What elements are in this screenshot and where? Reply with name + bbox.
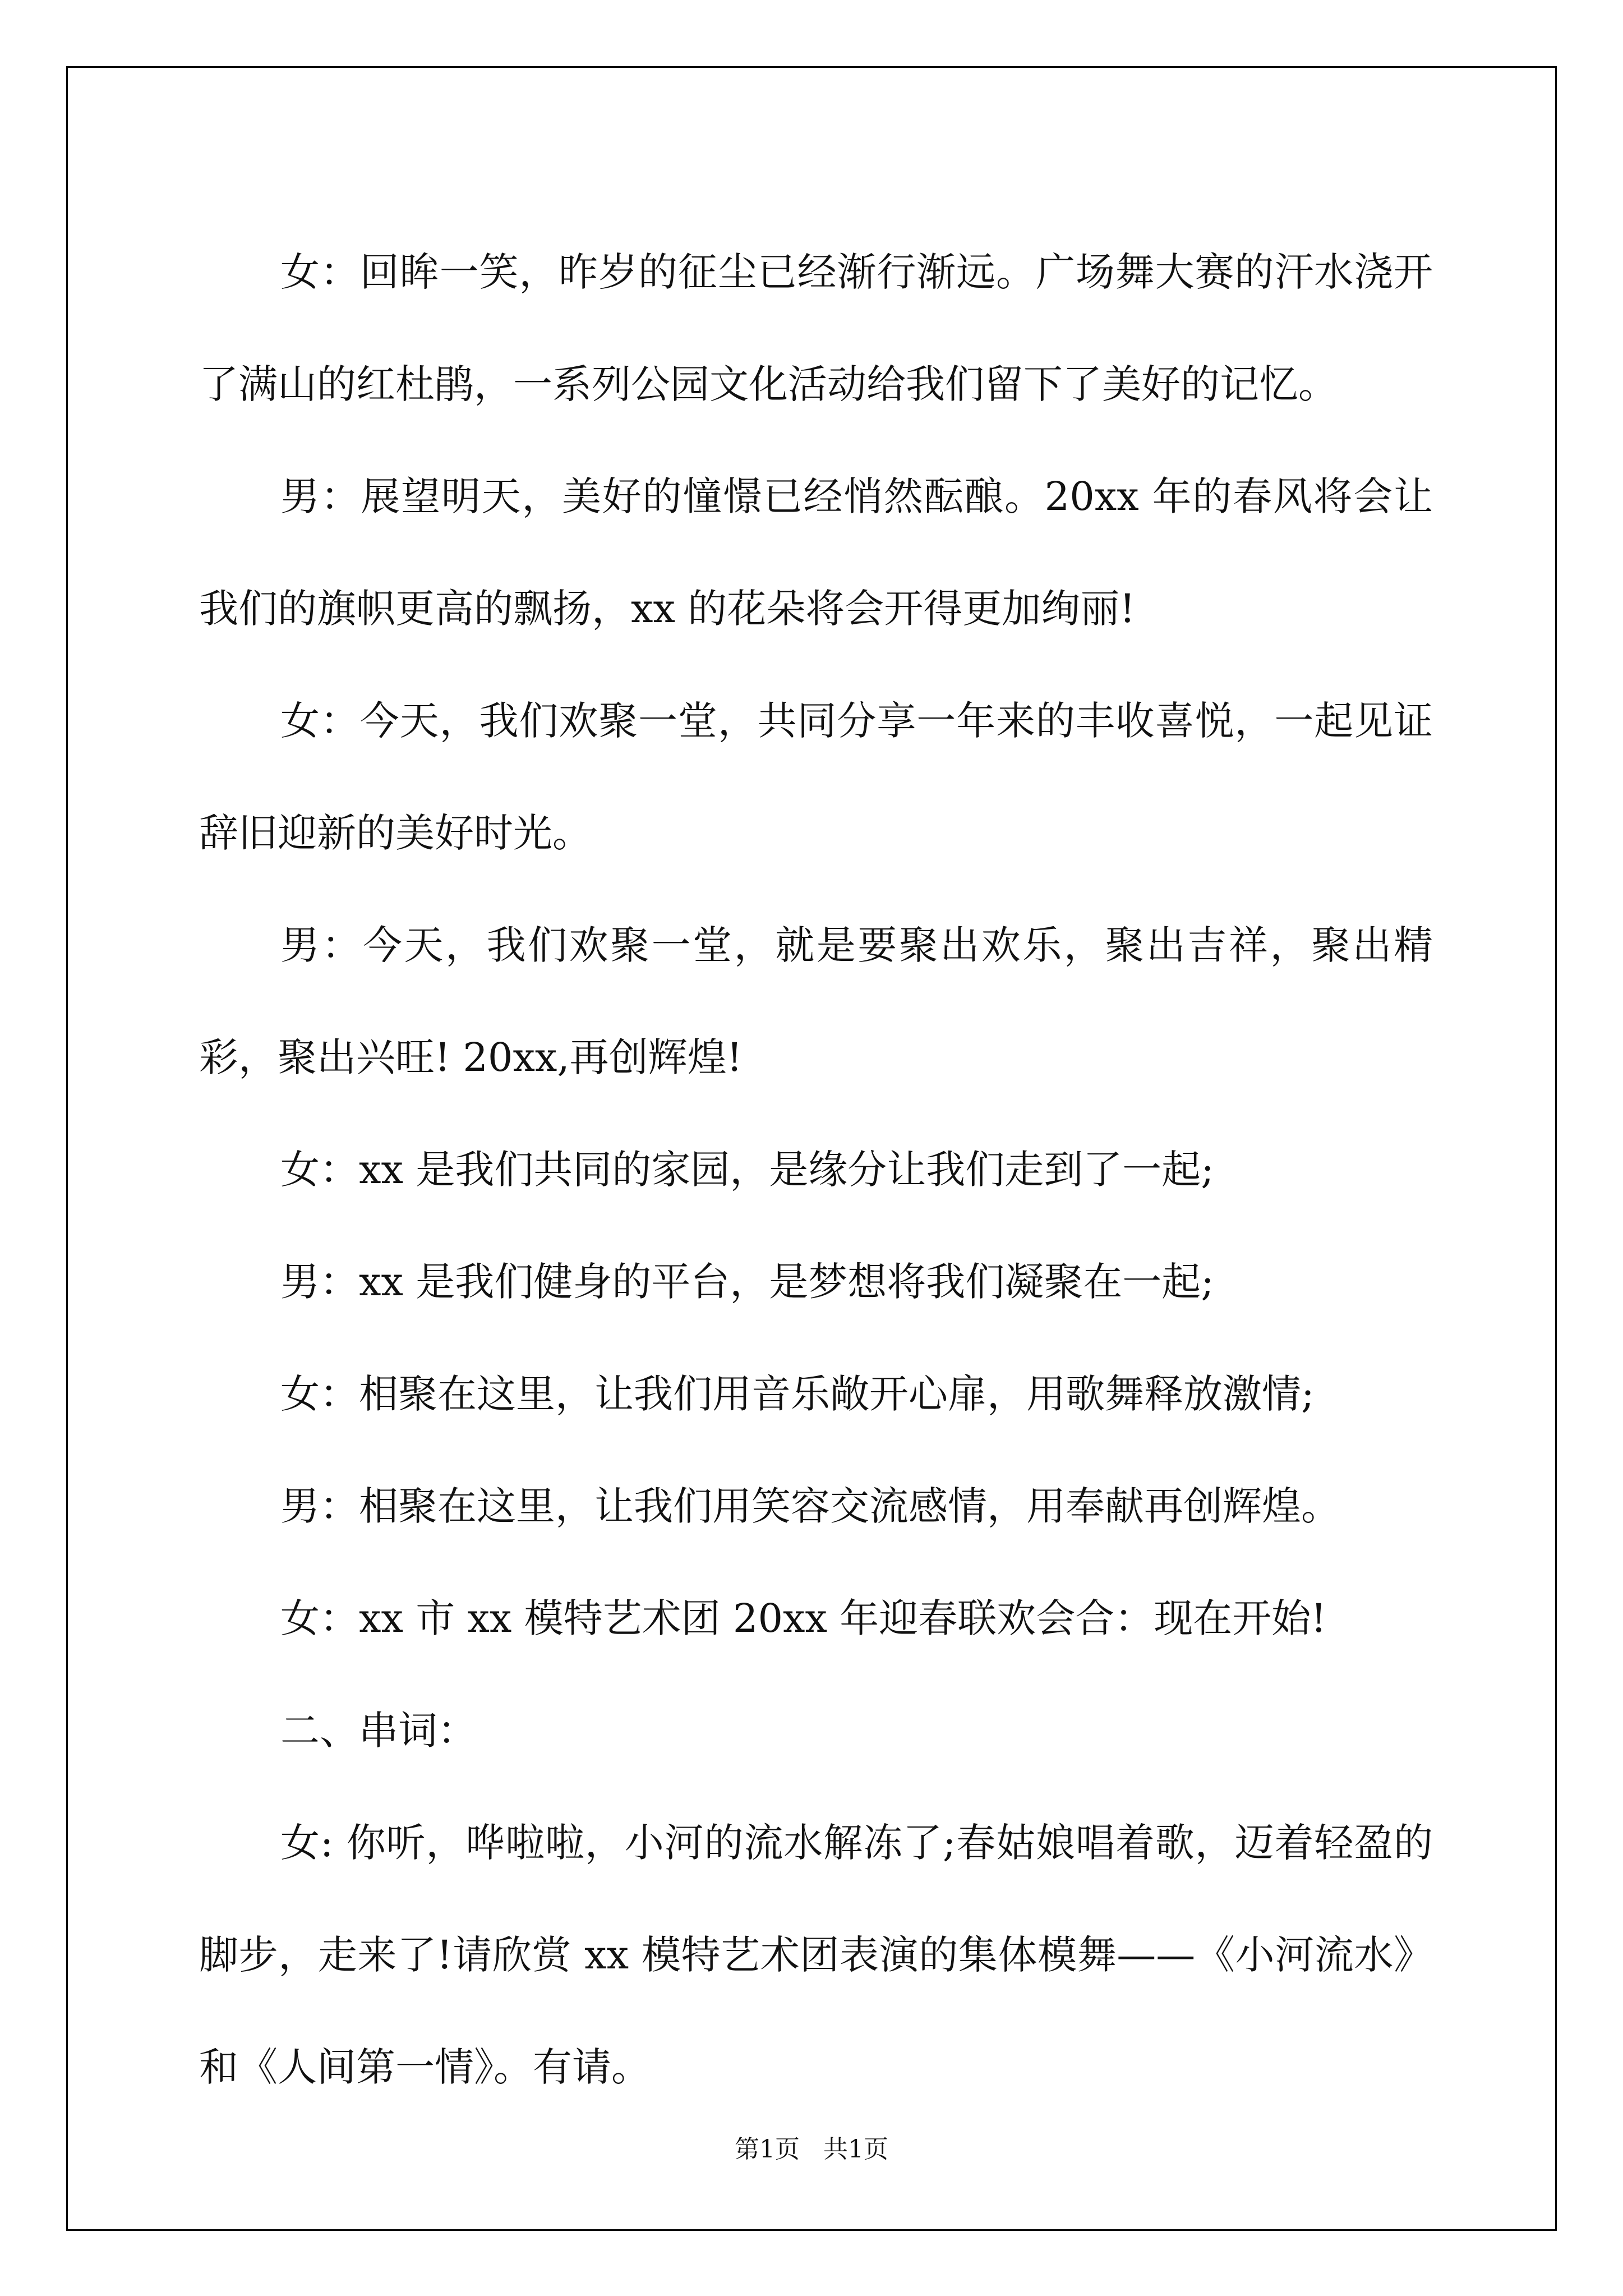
paragraph: 男：相聚在这里，让我们用笑容交流感情，用奉献再创辉煌。 — [280, 1483, 1340, 1529]
paragraph: 女：今天，我们欢聚一堂，共同分享一年来的丰收喜悦，一起见证辞旧迎新的美好时光。 — [199, 698, 1433, 856]
paragraph: 女：xx 是我们共同的家园，是缘分让我们走到了一起; — [280, 1147, 1214, 1193]
paragraph: 男：展望明天，美好的憧憬已经悄然酝酿。20xx 年的春风将会让我们的旗帜更高的飘扬，xx 的花朵将会开得更加绚丽! — [199, 473, 1433, 632]
paragraph: 男：xx 是我们健身的平台，是梦想将我们凝聚在一起; — [280, 1259, 1214, 1305]
paragraph: 男：今天，我们欢聚一堂，就是要聚出欢乐，聚出吉祥，聚出精彩，聚出兴旺! 20xx,再创辉煌! — [199, 922, 1433, 1080]
section-heading: 二、串词： — [280, 1708, 477, 1754]
paragraph: 女：回眸一笑，昨岁的征尘已经渐行渐远。广场舞大赛的汗水浇开了满山的红杜鹃，一系列公园文化活动给我们留下了美好的记忆。 — [199, 249, 1433, 407]
paragraph: 女: 你听，哗啦啦，小河的流水解冻了;春姑娘唱着歌，迈着轻盈的脚步，走来了!请欣赏 xx 模特艺术团表演的集体模舞——《小河流水》和《人间第一情》。有请。 — [199, 1820, 1433, 2090]
page-footer: 第1页 共1页 — [735, 2135, 888, 2164]
paragraph: 女：相聚在这里，让我们用音乐敞开心扉，用歌舞释放激情; — [280, 1371, 1315, 1417]
paragraph: 女：xx 市 xx 模特艺术团 20xx 年迎春联欢会合：现在开始! — [280, 1595, 1327, 1641]
document-body — [199, 216, 1433, 2123]
